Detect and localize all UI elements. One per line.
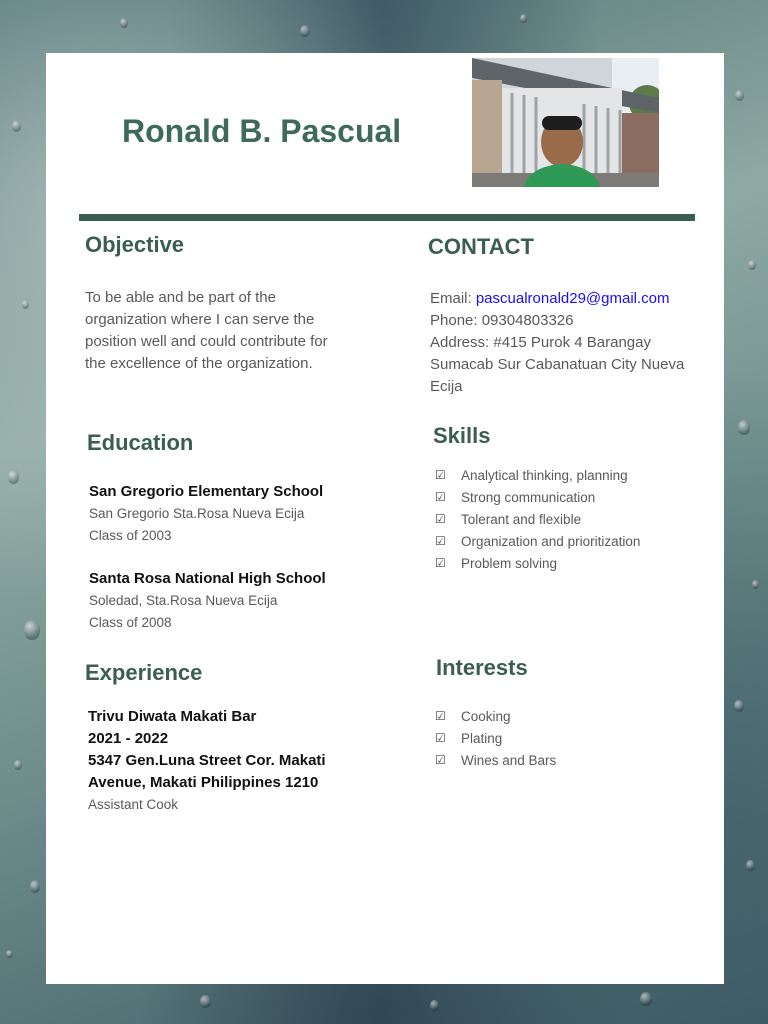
skill-label: Problem solving	[461, 555, 558, 571]
list-item	[435, 749, 556, 771]
checked-box-icon: ☑	[435, 468, 446, 482]
school-name: Santa Rosa National High School	[89, 570, 326, 587]
profile-photo	[472, 58, 659, 187]
interests-heading: Interests	[436, 655, 528, 680]
interest-label: Wines and Bars	[461, 752, 557, 768]
experience-address: 5347 Gen.Luna Street Cor. Makati Avenue, Makati Philippines 1210	[88, 752, 326, 791]
skill-label: Organization and prioritization	[461, 533, 641, 549]
objective-heading: Objective	[85, 232, 185, 257]
experience-role: Assistant Cook	[88, 797, 179, 812]
skills-list	[435, 464, 640, 574]
list-item	[435, 727, 556, 749]
school-year: Class of 2003	[89, 528, 172, 543]
school-year: Class of 2008	[89, 615, 172, 630]
list-item	[435, 705, 556, 727]
experience-years: 2021 - 2022	[88, 730, 169, 747]
contact-heading: CONTACT	[428, 234, 534, 259]
school-location: San Gregorio Sta.Rosa Nueva Ecija	[89, 506, 305, 521]
email-link[interactable]: pascualronald29@gmail.com	[475, 290, 670, 307]
list-item	[435, 508, 640, 530]
list-item	[435, 530, 640, 552]
objective-text: To be able and be part of the organization where I can serve the position well and could contribute for the excellence of the organization.	[85, 289, 328, 372]
education-heading: Education	[87, 430, 194, 455]
header-divider	[79, 214, 695, 221]
checked-box-icon: ☑	[435, 534, 446, 548]
checked-box-icon: ☑	[435, 490, 446, 504]
contact-block	[430, 288, 700, 398]
interests-list	[435, 705, 556, 771]
list-item	[435, 552, 640, 574]
skill-label: Strong communication	[461, 489, 596, 505]
email-label: Email:	[430, 290, 476, 307]
contact-phone: Phone: 09304803326	[430, 312, 574, 329]
contact-address: Address: #415 Purok 4 Barangay Sumacab Sur Cabanatuan City Nueva Ecija	[430, 334, 685, 395]
experience-heading: Experience	[85, 660, 203, 685]
skill-label: Analytical thinking, planning	[461, 467, 628, 483]
list-item	[435, 486, 640, 508]
interest-label: Plating	[461, 730, 503, 746]
contact-email-line	[430, 288, 700, 310]
checked-box-icon: ☑	[435, 753, 446, 767]
interest-label: Cooking	[461, 708, 511, 724]
experience-company: Trivu Diwata Makati Bar	[88, 708, 257, 725]
skill-label: Tolerant and flexible	[461, 511, 582, 527]
checked-box-icon: ☑	[435, 512, 446, 526]
list-item	[435, 464, 640, 486]
skills-heading: Skills	[433, 423, 491, 448]
school-name: San Gregorio Elementary School	[89, 483, 324, 500]
experience-details	[88, 706, 348, 794]
profile-photo-image	[472, 58, 659, 187]
resume-page	[46, 53, 724, 984]
resume-name: Ronald B. Pascual	[122, 113, 402, 149]
checked-box-icon: ☑	[435, 731, 446, 745]
checked-box-icon: ☑	[435, 556, 446, 570]
checked-box-icon: ☑	[435, 709, 446, 723]
school-location: Soledad, Sta.Rosa Nueva Ecija	[89, 593, 278, 608]
